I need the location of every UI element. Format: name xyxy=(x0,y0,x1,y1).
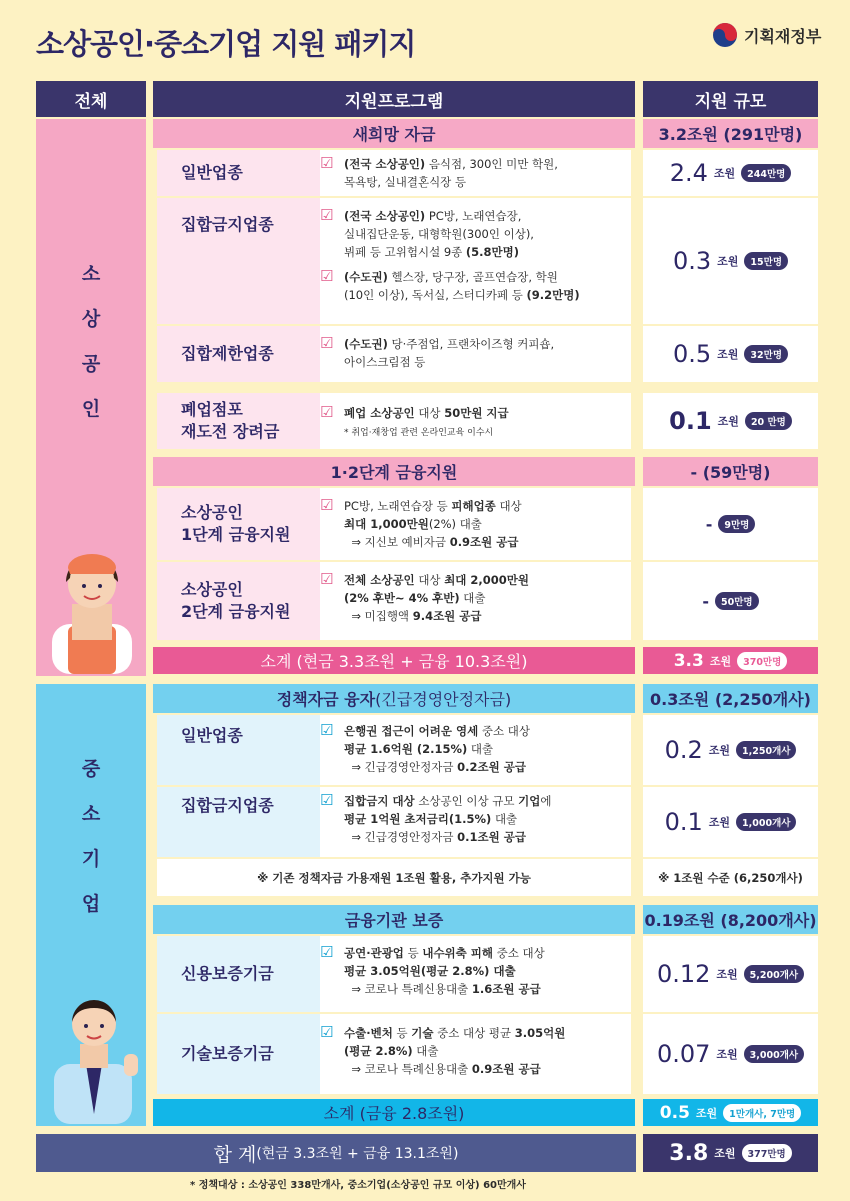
checkbox-icon: ☑ xyxy=(320,403,334,421)
total-new-hope-fund: 3.2조원 (291만명) xyxy=(643,119,818,148)
grand-total-value: 3.8 조원 377만명 xyxy=(643,1134,818,1172)
cat-reopen-grant: 폐업점포 재도전 장려금 xyxy=(157,393,320,449)
subtotal-sme-value: 0.5 조원 1만개사, 7만명 xyxy=(643,1099,818,1126)
value-tech-guarantee: 0.07 조원 3,000개사 xyxy=(643,1014,818,1094)
section-title-guarantee: 금융기관 보증 xyxy=(153,905,635,934)
desc-sme-ban: ☑ 집합금지 대상 소상공인 이상 규모 기업에 평균 1억원 초저금리(1.5%) 대출 ⇒ 긴급경영안정자금 0.1조원 공급 xyxy=(320,787,631,857)
checkbox-icon: ☑ xyxy=(320,1023,334,1041)
value-credit-guarantee: 0.12 조원 5,200개사 xyxy=(643,936,818,1012)
section-smallbiz-side xyxy=(36,119,146,676)
cat-assembly-ban: 집합금지업종 xyxy=(157,198,320,324)
cat-credit-guarantee: 신용보증기금 xyxy=(157,936,320,1012)
value-assembly-limit: 0.5 조원 32만명 xyxy=(643,326,818,382)
cat-finance-2: 소상공인 2단계 금융지원 xyxy=(157,562,320,640)
page-title: 소상공인·중소기업 지원 패키지 xyxy=(36,27,416,61)
subtotal-smallbiz-label: 소계 (현금 3.3조원 + 금융 10.3조원) xyxy=(153,647,635,674)
woman-illustration-icon xyxy=(42,544,142,674)
value-general: 2.4 조원 244만명 xyxy=(643,150,818,196)
checkbox-icon: ☑ xyxy=(320,206,334,224)
desc-assembly-limit: ☑ (수도권) 당·주점업, 프랜차이즈형 커피숍, 아이스크림점 등 xyxy=(320,326,631,382)
cat-sme-general: 일반업종 xyxy=(157,715,320,785)
desc-tech-guarantee: ☑ 수출·벤처 등 기술 중소 대상 평균 3.05억원 (평균 2.8%) 대출 ⇒ 코로나 특례신용대출 0.9조원 공급 xyxy=(320,1014,631,1094)
checkbox-icon: ☑ xyxy=(320,154,334,172)
value-sme-ban: 0.1 조원 1,000개사 xyxy=(643,787,818,857)
subtotal-smallbiz-value: 3.3 조원 370만명 xyxy=(643,647,818,674)
value-assembly-ban: 0.3 조원 15만명 xyxy=(643,198,818,324)
grand-total-label: 합 계 (현금 3.3조원 + 금융 13.1조원) xyxy=(36,1134,636,1172)
header-col-total: 전체 xyxy=(36,81,146,117)
man-illustration-icon xyxy=(46,984,142,1124)
section-sme-side xyxy=(36,684,146,1126)
checkbox-icon: ☑ xyxy=(320,791,334,809)
cat-tech-guarantee: 기술보증기금 xyxy=(157,1014,320,1094)
header-col-scale: 지원 규모 xyxy=(643,81,818,117)
desc-finance-2: ☑ 전체 소상공인 대상 최대 2,000만원 (2% 후반~ 4% 후반) 대출 ⇒ 미집행액 9.4조원 공급 xyxy=(320,562,631,640)
value-sme-general: 0.2 조원 1,250개사 xyxy=(643,715,818,785)
taegeuk-icon xyxy=(712,22,738,48)
desc-reopen-grant: ☑ 폐업 소상공인 대상 50만원 지급 * 취업·재창업 관련 온라인교육 이수시 xyxy=(320,393,631,449)
checkbox-icon: ☑ xyxy=(320,570,334,588)
checkbox-icon: ☑ xyxy=(320,496,334,514)
checkbox-icon: ☑ xyxy=(320,334,334,352)
subtotal-sme-label: 소계 (금융 2.8조원) xyxy=(153,1099,635,1126)
footnote: * 정책대상 : 소상공인 338만개사, 중소기업(소상공인 규모 이상) 60만개사 xyxy=(190,1180,526,1191)
gov-name: 기획재정부 xyxy=(744,26,822,46)
checkbox-icon: ☑ xyxy=(320,721,334,739)
cat-general: 일반업종 xyxy=(157,150,320,196)
note-policy-left: ※ 기존 정책자금 가용재원 1조원 활용, 추가지원 가능 xyxy=(157,859,631,896)
gov-logo xyxy=(712,22,821,48)
section-title-finance: 1·2단계 금융지원 xyxy=(153,457,635,486)
total-policy-loan: 0.3조원 (2,250개사) xyxy=(643,684,818,713)
checkbox-icon: ☑ xyxy=(320,267,334,286)
header-col-program: 지원프로그램 xyxy=(153,81,635,117)
total-finance: - (59만명) xyxy=(643,457,818,486)
total-guarantee: 0.19조원 (8,200개사) xyxy=(643,905,818,934)
section-smallbiz-label: 소 상 공 인 xyxy=(81,263,101,420)
section-title-new-hope-fund: 새희망 자금 xyxy=(153,119,635,148)
note-policy-right: ※ 1조원 수준 (6,250개사) xyxy=(643,859,818,896)
section-title-policy-loan: 정책자금 융자 (긴급경영안정자금) xyxy=(153,684,635,713)
value-reopen-grant: 0.1 조원 20 만명 xyxy=(643,393,818,449)
value-finance-1: - 9만명 xyxy=(643,488,818,560)
section-sme-label: 중 소 기 업 xyxy=(81,758,101,915)
desc-sme-general: ☑ 은행권 접근이 어려운 영세 중소 대상 평균 1.6억원 (2.15%) 대출 ⇒ 긴급경영안정자금 0.2조원 공급 xyxy=(320,715,631,785)
cat-assembly-limit: 집합제한업종 xyxy=(157,326,320,382)
desc-finance-1: ☑ PC방, 노래연습장 등 피해업종 대상 최대 1,000만원(2%) 대출 ⇒ 지신보 예비자금 0.9조원 공급 xyxy=(320,488,631,560)
cat-sme-ban: 집합금지업종 xyxy=(157,787,320,857)
desc-credit-guarantee: ☑ 공연·관광업 등 내수위축 피해 중소 대상 평균 3.05억원(평균 2.8%) 대출 ⇒ 코로나 특례신용대출 1.6조원 공급 xyxy=(320,936,631,1012)
desc-assembly-ban: ☑ (전국 소상공인) PC방, 노래연습장, 실내집단운동, 대형학원(300인 이상), 뷔페 등 고위험시설 9종 (5.8만명) ☑ (수도권) 헬스장, 당구장, 골프연습장, 학원 (10인 이상), 독서실, 스터디카페 등 (9.2만명) xyxy=(320,198,631,324)
value-finance-2: - 50만명 xyxy=(643,562,818,640)
cat-finance-1: 소상공인 1단계 금융지원 xyxy=(157,488,320,560)
desc-general: ☑ (전국 소상공인) 음식점, 300인 미만 학원, 목욕탕, 실내결혼식장 등 xyxy=(320,150,631,196)
checkbox-icon: ☑ xyxy=(320,943,334,961)
